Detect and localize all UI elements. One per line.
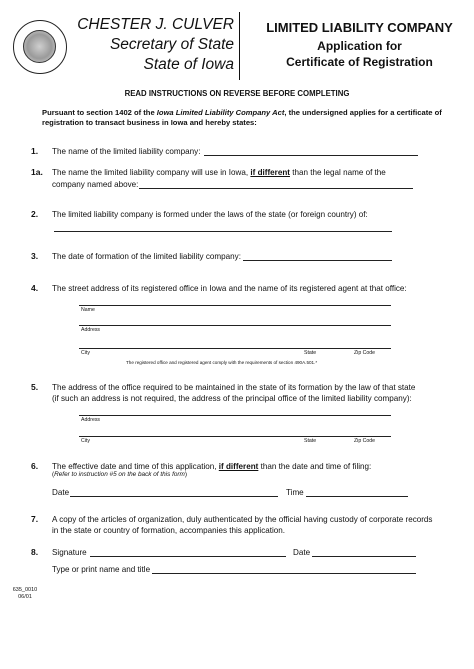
signature-field[interactable] [90, 556, 286, 557]
form-subtitle-2: Certificate of Registration [286, 55, 433, 69]
form-number: 635_0010 [12, 587, 38, 593]
effective-time-field[interactable] [306, 496, 408, 497]
item-4-text: The street address of its registered office in Iowa and the name of its registered agent at that office: [52, 284, 407, 293]
item-5-text-line2: (if such an address is not required, the address of the principal office of the limited liability company): [52, 394, 412, 403]
officer-title: Secretary of State [109, 36, 234, 53]
formation-state-label: State [304, 438, 317, 444]
act-name: Iowa Limited Liability Company Act [156, 108, 285, 117]
signature-label: Signature [52, 548, 87, 557]
formation-date-field[interactable] [243, 260, 392, 261]
item-6-text: The effective date and time of this application, if different than the date and time of filing: [52, 462, 372, 471]
item-6-number: 6. [31, 461, 39, 471]
header-divider [239, 12, 240, 80]
item-1-number: 1. [31, 146, 39, 156]
item-4-number: 4. [31, 283, 39, 293]
effective-time-label: Time [286, 488, 304, 497]
officer-name: CHESTER J. CULVER [77, 16, 234, 33]
seal-emblem-icon [23, 30, 56, 63]
item-7-number: 7. [31, 514, 39, 524]
item-8-number: 8. [31, 547, 39, 557]
iowa-name-field[interactable] [139, 188, 413, 189]
agent-name-label: Name [81, 307, 95, 313]
office-city-state-zip-field[interactable] [79, 348, 391, 349]
intro-paragraph: Pursuant to section 1402 of the Iowa Limited Liability Company Act, the undersigned applies for a certificate of registration to transact business in Iowa and hereby states: [42, 108, 442, 127]
item-7-text-line2: in the state or country of formation, accompanies this application. [52, 526, 286, 535]
item-2-number: 2. [31, 209, 39, 219]
office-zip-label: Zip Code [354, 350, 376, 356]
item-5-number: 5. [31, 382, 39, 392]
form-subtitle-1: Application for [317, 39, 402, 53]
item-1a-text-line2: company named above: [52, 180, 139, 189]
formation-zip-label: Zip Code [354, 438, 376, 444]
state-seal [13, 20, 67, 74]
formation-city-state-zip-field[interactable] [79, 436, 391, 437]
item-3-text: The date of formation of the limited liability company: [52, 252, 241, 261]
officer-state: State of Iowa [143, 56, 234, 73]
item-6-note: (Refer to instruction #5 on the back of this form) [52, 471, 187, 478]
formation-office-address-field[interactable] [79, 415, 391, 416]
print-name-field[interactable] [152, 573, 416, 574]
signature-date-field[interactable] [312, 556, 416, 557]
item-2-text: The limited liability company is formed under the laws of the state (or foreign country) of: [52, 210, 368, 219]
item-1a-text: The name the limited liability company will use in Iowa, if different than the legal name of the [52, 168, 386, 177]
office-state-label: State [304, 350, 317, 356]
formation-state-field[interactable] [54, 231, 392, 232]
item-1-text: The name of the limited liability company: [52, 147, 201, 156]
item-3-number: 3. [31, 251, 39, 261]
item-5-text-line1: The address of the office required to be maintained in the state of its formation by the law of that state [52, 383, 416, 392]
office-city-label: City [81, 350, 90, 356]
effective-date-field[interactable] [70, 496, 278, 497]
print-name-label: Type or print name and title [52, 565, 151, 574]
item-7-text-line1: A copy of the articles of organization, duly authenticated by the official having custody of corporate records [52, 515, 433, 524]
form-revision: 06/01 [18, 594, 32, 600]
office-address-field[interactable] [79, 325, 391, 326]
instructions-notice: READ INSTRUCTIONS ON REVERSE BEFORE COMPLETING [124, 89, 350, 98]
signature-date-label: Date [293, 548, 311, 557]
llc-name-field[interactable] [204, 155, 418, 156]
formation-address-label: Address [81, 417, 101, 423]
agent-name-field[interactable] [79, 305, 391, 306]
office-address-label: Address [81, 327, 101, 333]
item-1a-number: 1a. [31, 167, 43, 177]
form-title: LIMITED LIABILITY COMPANY [266, 20, 453, 35]
formation-city-label: City [81, 438, 90, 444]
effective-date-label: Date [52, 488, 70, 497]
item-4-compliance-note: The registered office and registered agent comply with the requirements of section 490A.501.* [126, 360, 318, 365]
